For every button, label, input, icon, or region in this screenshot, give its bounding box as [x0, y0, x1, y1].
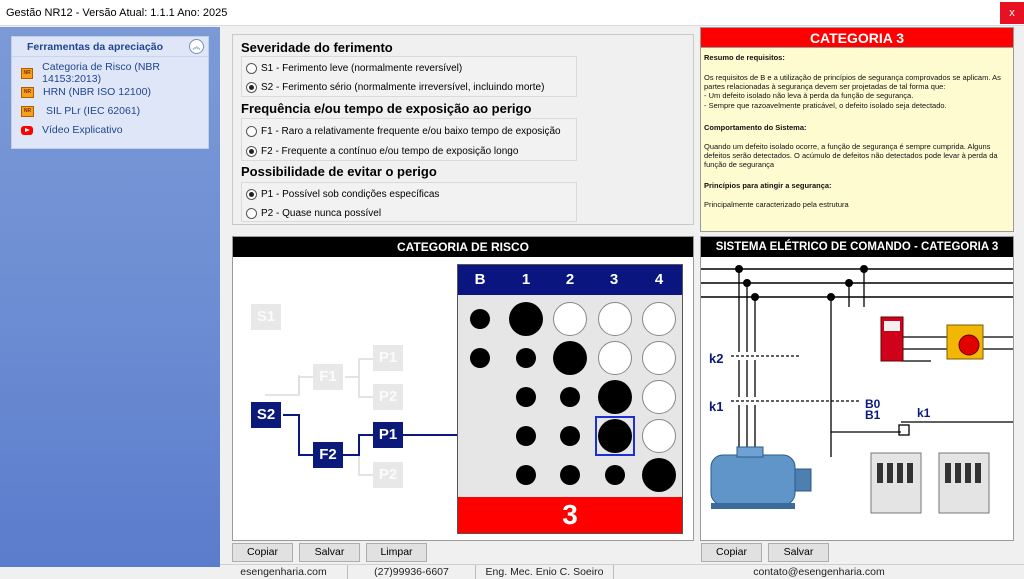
matrix-dot [598, 302, 632, 336]
selected-cell-highlight [595, 416, 635, 456]
node-f2: F2 [313, 442, 343, 468]
category-matrix [457, 264, 683, 534]
summary-bullet-2: - Sempre que razoavelmente praticável, o defeito isolado seja detectado. [704, 101, 947, 110]
matrix-dot [516, 387, 536, 407]
matrix-dot [642, 302, 676, 336]
status-email: contato@esengenharia.com [753, 566, 885, 578]
app-icon: NR [21, 87, 34, 98]
column-header-2: 2 [565, 271, 575, 288]
copy-electrical-button[interactable]: Copiar [701, 543, 762, 562]
matrix-dot [642, 419, 676, 453]
matrix-dot [553, 302, 587, 336]
node-p1-selected: P1 [373, 422, 403, 448]
summary-text: Os requisitos de B e a utilização de princípios de segurança comprovados se aplicam. As partes relacionadas à segurança devem ser projetadas de tal forma que: [704, 73, 1001, 92]
principles-text: Principalmente caracterizado pela estrutura [704, 200, 849, 209]
matrix-dot [605, 465, 625, 485]
sidebar-item-sil-plr[interactable] [21, 103, 140, 119]
column-header-4: 4 [654, 271, 664, 288]
label-k1-contact: k1 [917, 406, 931, 420]
radio-f2[interactable] [246, 146, 518, 157]
clear-button[interactable]: Limpar [366, 543, 427, 562]
status-engineer: Eng. Mec. Enio C. Soeiro [476, 565, 614, 579]
matrix-dot [560, 387, 580, 407]
matrix-dot [516, 348, 536, 368]
matrix-dot [598, 380, 632, 414]
radio-s1[interactable] [246, 63, 462, 74]
radio-p2[interactable] [246, 208, 381, 219]
tools-panel-title: Ferramentas da apreciação [27, 41, 163, 53]
matrix-dot [642, 341, 676, 375]
title-bar [0, 0, 1024, 26]
sidebar-item-hrn[interactable] [21, 84, 151, 100]
motor-icon [711, 447, 811, 509]
radio-button-checked[interactable] [246, 189, 257, 200]
category-summary-panel [700, 27, 1014, 232]
label-b1: B1 [865, 408, 881, 422]
category-header: CATEGORIA 3 [701, 28, 1013, 48]
radio-button[interactable] [246, 63, 257, 74]
status-website: esengenharia.com [220, 565, 348, 579]
youtube-icon [21, 126, 33, 135]
sidebar-item-label: HRN (NBR ISO 12100) [43, 86, 151, 98]
node-p2-upper: P2 [373, 384, 403, 410]
node-s1: S1 [251, 304, 281, 330]
electrical-system-panel [700, 236, 1014, 541]
summary-bullet-1: - Um defeito isolado não leva à perda da função de segurança. [704, 91, 914, 100]
behavior-text: Quando um defeito isolado ocorre, a função de segurança é sempre cumprida. Alguns defeitos serão detectados. O acúmulo de defeitos não detectados pode levar à perda da função de segurança [704, 142, 998, 170]
label-b0: B0 [865, 397, 881, 411]
app-icon: NR [21, 106, 34, 117]
save-button[interactable]: Salvar [299, 543, 360, 562]
matrix-dot [509, 302, 543, 336]
matrix-dot [470, 309, 490, 329]
option-label: F1 - Raro a relativamente frequente e/ou baixo tempo de exposição [261, 126, 561, 137]
matrix-dot [598, 341, 632, 375]
section-title-severity: Severidade do ferimento [241, 40, 393, 55]
label-k2: k2 [709, 351, 724, 366]
risk-parameters-panel [232, 34, 694, 225]
option-label: S1 - Ferimento leve (normalmente reversível) [261, 63, 463, 74]
matrix-dot [560, 465, 580, 485]
option-label: P2 - Quase nunca possível [261, 208, 382, 219]
label-k1: k1 [709, 399, 724, 414]
column-header-b: B [474, 271, 486, 288]
column-header-3: 3 [609, 271, 619, 288]
summary-title: Resumo de requisitos: [704, 53, 785, 62]
option-label: F2 - Frequente a contínuo e/ou tempo de exposição longo [261, 146, 519, 157]
option-label: S2 - Ferimento sério (normalmente irreversível, incluindo morte) [261, 82, 545, 93]
node-p1-upper: P1 [373, 345, 403, 371]
app-icon: NR [21, 68, 33, 79]
behavior-title: Comportamento do Sistema: [704, 123, 807, 132]
severity-options [241, 56, 577, 97]
sidebar-item-label: Categoria de Risco (NBR 14153:2013) [42, 61, 161, 85]
risk-category-header: CATEGORIA DE RISCO [233, 237, 693, 257]
matrix-dot [560, 426, 580, 446]
radio-button-checked[interactable] [246, 82, 257, 93]
matrix-dot [642, 458, 676, 492]
collapse-icon[interactable]: ︽ [189, 39, 204, 54]
radio-button-checked[interactable] [246, 146, 257, 157]
frequency-options [241, 118, 577, 161]
decision-tree-lines [233, 257, 463, 537]
sidebar-item-label: Vídeo Explicativo [42, 124, 123, 136]
section-title-frequency: Frequência e/ou tempo de exposição ao perigo [241, 101, 532, 116]
window-title: Gestão NR12 - Versão Atual: 1.1.1 Ano: 2025 [6, 7, 228, 19]
matrix-dot [516, 426, 536, 446]
radio-s2[interactable] [246, 82, 544, 93]
radio-p1[interactable] [246, 189, 439, 200]
sidebar [0, 27, 220, 567]
matrix-dot [470, 348, 490, 368]
status-bar [220, 564, 1024, 579]
possibility-options [241, 182, 577, 222]
category-column-headers [458, 265, 682, 295]
column-header-1: 1 [521, 271, 531, 288]
radio-f1[interactable] [246, 126, 561, 137]
sidebar-item-video[interactable] [21, 122, 123, 138]
copy-button[interactable]: Copiar [232, 543, 293, 562]
matrix-dot [553, 341, 587, 375]
sidebar-item-label: SIL PLr (IEC 62061) [46, 105, 141, 117]
result-category: 3 [458, 497, 682, 533]
electrical-system-header: SISTEMA ELÉTRICO DE COMANDO - CATEGORIA 3 [701, 237, 1013, 257]
risk-category-panel [232, 236, 694, 541]
section-title-possibility: Possibilidade de evitar o perigo [241, 164, 437, 179]
radio-button[interactable] [246, 126, 257, 137]
tools-panel-header[interactable] [12, 37, 208, 57]
matrix-dot [642, 380, 676, 414]
principles-title: Princípios para atingir a segurança: [704, 181, 832, 190]
tools-panel [11, 36, 209, 149]
status-phone: (27)99936-6607 [348, 565, 476, 579]
node-f1: F1 [313, 364, 343, 390]
sidebar-item-categoria-risco[interactable] [21, 61, 208, 85]
node-s2: S2 [251, 402, 281, 428]
save-electrical-button[interactable]: Salvar [768, 543, 829, 562]
radio-button[interactable] [246, 208, 257, 219]
matrix-dot [516, 465, 536, 485]
option-label: P1 - Possível sob condições específicas [261, 189, 440, 200]
node-p2-lower: P2 [373, 462, 403, 488]
wiring-diagram [701, 257, 1013, 540]
close-button[interactable]: x [1000, 2, 1024, 24]
